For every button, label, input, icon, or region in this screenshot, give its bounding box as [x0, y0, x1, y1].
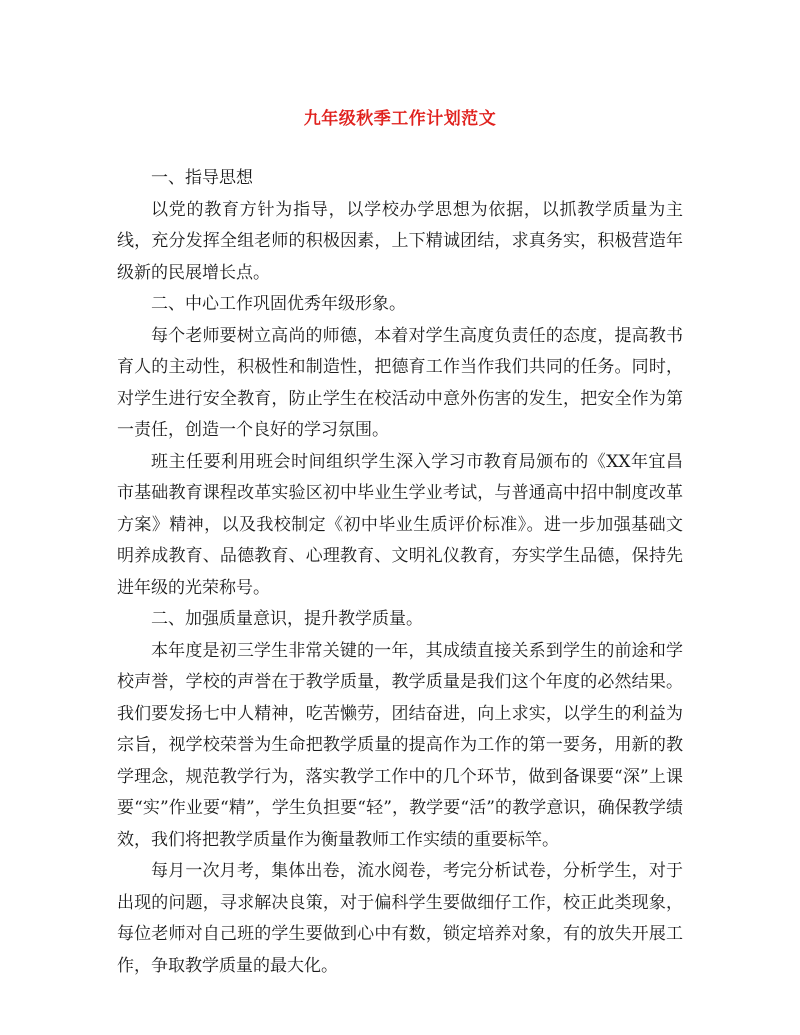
paragraph-teacher-ethics: 每个老师要树立高尚的师德，本着对学生高度负责任的态度，提高教书育人的主动性，积极性和制造性，把德育工作当作我们共同的任务。同时，对学生进行安全教育，防止学生在校活动中意外伤害的发生，把安全作为第一责任，创造一个良好的学习氛围。 — [117, 325, 683, 440]
document-title: 九年级秋季工作计划范文 — [303, 109, 497, 129]
paragraph-guiding-ideology: 以党的教育方针为指导，以学校办学思想为依据，以抓教学质量为主线，充分发挥全组老师的积极因素，上下精诚团结，求真务实，积极营造年级新的民展增长点。 — [117, 199, 683, 283]
document-body — [117, 163, 683, 982]
paragraph-class-teacher: 班主任要利用班会时间组织学生深入学习市教育局颁布的《XX年宜昌市基础教育课程改革实验区初中毕业生学业考试，与普通高中招中制度改革方案》精神，以及我校制定《初中毕业生质评价标准》。进一步加强基础文明养成教育、品德教育、心理教育、文明礼仪教育，夯实学生品德，保持先进年级的光荣称号。 — [117, 451, 683, 598]
paragraph-teaching-quality: 本年度是初三学生非常关键的一年，其成绩直接关系到学生的前途和学校声誉，学校的声誉在于教学质量，教学质量是我们这个年度的必然结果。我们要发扬七中人精神，吃苦懒劳，团结奋进，向上求实，以学生的利益为宗旨，视学校荣誉为生命把教学质量的提高作为工作的第一要务，用新的教学理念，规范教学行为，落实教学工作中的几个环节，做到备课要“深”上课要“实”作业要“精”，学生负担要“轻”，教学要“活”的教学意识，确保教学绩效，我们将把教学质量作为衡量教师工作实绩的重要标竿。 — [117, 640, 683, 850]
heading-guiding-ideology: 一、指导思想 — [151, 168, 253, 188]
heading-central-work: 二、中心工作巩固优秀年级形象。 — [151, 294, 406, 314]
heading-quality-awareness: 二、加强质量意识，提升教学质量。 — [151, 609, 423, 629]
paragraph-monthly-exams: 每月一次月考，集体出卷，流水阅卷，考完分析试卷，分析学生，对于出现的问题，寻求解决良策，对于偏科学生要做细仔工作，校正此类现象，每位老师对自己班的学生要做到心中有数，锁定培养对象，有的放失开展工作，争取教学质量的最大化。 — [117, 861, 683, 976]
